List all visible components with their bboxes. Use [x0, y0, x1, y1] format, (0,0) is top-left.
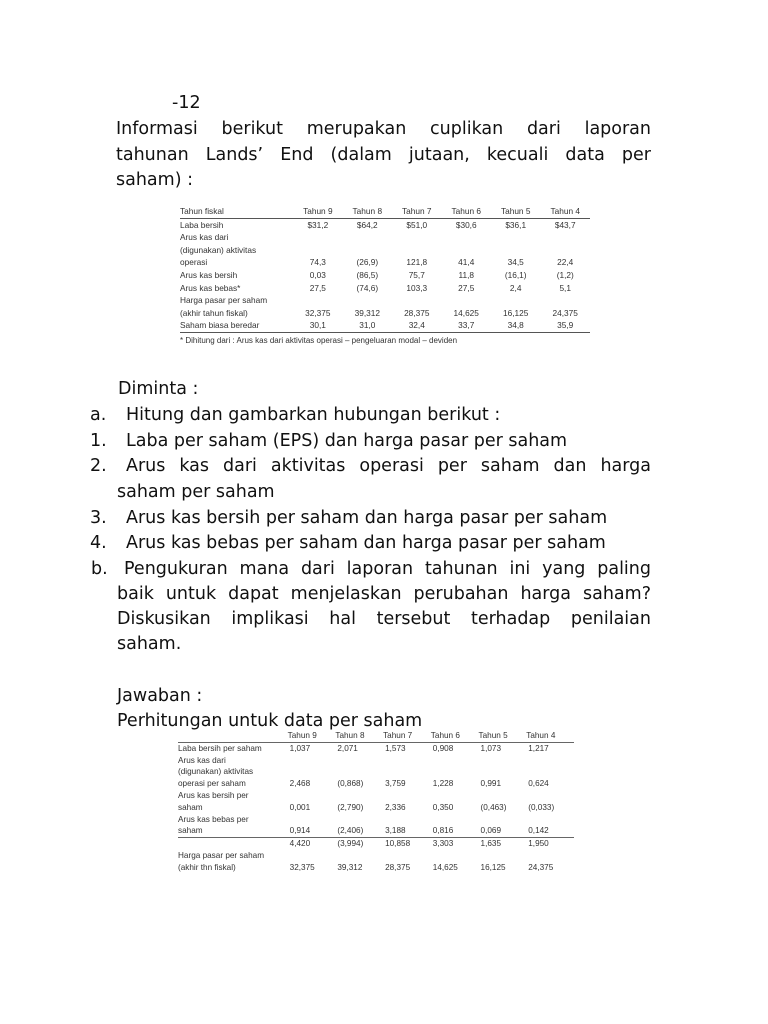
table2-cell [431, 850, 479, 862]
table1-cell: $64,2 [356, 219, 378, 230]
table1-cell: $31,2 [307, 219, 329, 230]
table2-cell: 0,908 [432, 743, 454, 753]
table1-row-label: (akhir tahun fiskal) [180, 307, 248, 318]
table1-header-tahun-7: Tahun 7 [392, 205, 441, 218]
table2-cell: 1,228 [432, 779, 454, 789]
table1-cell: 35,9 [540, 319, 590, 332]
table1-header-label: Tahun fiskal [180, 205, 293, 218]
table2-row [178, 814, 574, 826]
table1-cell: 32,375 [305, 307, 331, 318]
table1-cell: 41,4 [458, 257, 475, 268]
per-share-table [178, 730, 574, 874]
table2-cell: 1,037 [289, 743, 311, 753]
table1-cell [540, 231, 590, 244]
table2-cell [383, 814, 431, 826]
table2-cell [383, 755, 431, 767]
table2-cell [479, 766, 527, 778]
table2-cell [479, 790, 527, 802]
table2-cell [288, 850, 336, 862]
table1-header-tahun-8: Tahun 8 [343, 205, 392, 218]
table2-cell [383, 790, 431, 802]
table1-row [180, 231, 590, 244]
table1-cell [392, 231, 441, 244]
table1-cell: (86,5) [356, 269, 379, 280]
table2-cell: 28,375 [385, 862, 411, 872]
table2-cell [288, 814, 336, 826]
table2-cell [431, 814, 479, 826]
table2-row [178, 755, 574, 767]
table2-cell: (0,868) [337, 779, 364, 789]
table2-cell: (0,463) [480, 802, 507, 812]
table2-cell: 10,858 [385, 839, 411, 849]
item-2-line-1: Arus kas dari aktivitas operasi per saham dan harga [126, 456, 651, 476]
table1-row-label: Arus kas dari [180, 232, 229, 243]
table2-cell [526, 766, 574, 778]
table2-cell: 16,125 [480, 862, 506, 872]
table2-cell [335, 766, 383, 778]
item-2-marker: 2. [90, 456, 107, 476]
table1-cell [293, 244, 342, 257]
table2-cell [335, 755, 383, 767]
table2-header-blank [178, 730, 288, 742]
table2-cell: 0,991 [480, 779, 502, 789]
table2-row [178, 850, 574, 862]
table2-cell: 1,573 [385, 743, 406, 753]
table2-cell [335, 790, 383, 802]
table1-header-tahun-5: Tahun 5 [491, 205, 540, 218]
table2-header-tahun-8: Tahun 8 [335, 730, 383, 742]
table2-cell: 32,375 [289, 862, 315, 872]
table2-cell: (0,033) [528, 802, 555, 812]
table1-cell: (74,6) [356, 282, 379, 293]
table2-cell: 3,188 [383, 825, 431, 837]
table1-cell: 0,03 [309, 269, 326, 280]
table2-row [178, 766, 574, 778]
diminta-label: Diminta : [118, 379, 199, 399]
table2-cell: (2,406) [335, 825, 383, 837]
table1-cell: 31,0 [343, 319, 392, 332]
table2-cell [383, 766, 431, 778]
table1-cell: 24,375 [552, 307, 578, 318]
table2-cell: 14,625 [432, 862, 458, 872]
item-a-text: Hitung dan gambarkan hubungan berikut : [126, 405, 501, 425]
table1-header-tahun-4: Tahun 4 [540, 205, 590, 218]
table1-cell: 11,8 [458, 269, 474, 280]
table2-cell: 0,069 [479, 825, 527, 837]
table1-cell: 103,3 [406, 282, 428, 293]
table1-cell: 75,7 [408, 269, 425, 280]
table2-cell [526, 790, 574, 802]
financial-data-table-image [180, 205, 590, 345]
table2-cell [526, 814, 574, 826]
table-footnote: * Dihitung dari : Arus kas dari aktivitas operasi – pengeluaran modal – deviden [180, 335, 458, 345]
table1-cell [491, 294, 540, 307]
table2-row-label: Arus kas bebas per [178, 814, 249, 824]
perhitungan-label: Perhitungan untuk data per saham [117, 711, 423, 731]
item-1-text: Laba per saham (EPS) dan harga pasar per saham [126, 431, 568, 451]
table1-cell [293, 294, 342, 307]
table2-cell [479, 850, 527, 862]
table2-cell [288, 766, 336, 778]
table2-cell [479, 755, 527, 767]
jawaban-label: Jawaban : [117, 686, 203, 706]
table1-row-label: Arus kas bebas* [180, 282, 241, 293]
table1-cell: 16,125 [503, 307, 529, 318]
table1-row [180, 319, 590, 332]
table1-cell: $43,7 [554, 219, 576, 230]
table1-cell: 121,8 [406, 257, 428, 268]
table2-row-label: Arus kas bersih per [178, 790, 249, 800]
table1-cell: 28,375 [404, 307, 430, 318]
item-3-text: Arus kas bersih per saham dan harga pasar per saham [126, 508, 608, 528]
table2-row [178, 778, 574, 790]
table1-cell [491, 244, 540, 257]
table2-cell: 2,071 [337, 743, 358, 753]
table1-cell: 74,3 [309, 257, 326, 268]
problem-number: -12 [172, 93, 201, 113]
table2-header-tahun-4: Tahun 4 [526, 730, 574, 742]
table1-cell: 30,1 [293, 319, 342, 332]
table2-header-tahun-5: Tahun 5 [479, 730, 527, 742]
table1-cell [442, 244, 491, 257]
table2-cell: 1,635 [480, 839, 502, 849]
item-3-marker: 3. [90, 508, 107, 528]
table1-cell [392, 294, 441, 307]
table2-row-label: (digunakan) aktivitas [178, 767, 254, 777]
table1-cell [343, 231, 392, 244]
table1-cell: 27,5 [309, 282, 326, 293]
table1-cell: (26,9) [356, 257, 379, 268]
table2-cell: 2,336 [385, 802, 406, 812]
table2-cell: 39,312 [337, 862, 363, 872]
table1-row [180, 269, 590, 282]
table2-header-tahun-9: Tahun 9 [288, 730, 336, 742]
table1-cell: 33,7 [442, 319, 491, 332]
table2-cell: 0,624 [528, 779, 549, 789]
table1-cell: (1,2) [556, 269, 574, 280]
table1-cell: 22,4 [557, 257, 574, 268]
table2-row [178, 825, 574, 837]
table2-header-tahun-7: Tahun 7 [383, 730, 431, 742]
table2-cell [383, 850, 431, 862]
table1-cell: (16,1) [504, 269, 527, 280]
table1-header-tahun-9: Tahun 9 [293, 205, 342, 218]
item-b-line-3: Diskusikan implikasi hal tersebut terhadap penilaian [117, 609, 651, 629]
table1-cell [442, 294, 491, 307]
item-b-marker: b. [91, 559, 108, 579]
table2-cell: (2,790) [337, 802, 364, 812]
table1-row [180, 294, 590, 307]
table1-cell: 34,8 [491, 319, 540, 332]
table2-cell: 0,914 [288, 825, 336, 837]
table2-cell [288, 790, 336, 802]
table2-row-label: saham [178, 802, 203, 812]
table1-cell: 39,312 [354, 307, 380, 318]
per-share-table-image [178, 730, 574, 874]
item-a-marker: a. [90, 405, 107, 425]
table2-row-label: operasi per saham [178, 779, 246, 789]
table2-cell [479, 814, 527, 826]
table2-row [178, 838, 574, 850]
table1-row-label: operasi [180, 257, 208, 268]
table2-cell: 24,375 [528, 862, 554, 872]
table2-row [178, 742, 574, 754]
table2-cell: 3,303 [432, 839, 454, 849]
item-1-marker: 1. [90, 431, 107, 451]
table2-cell: 1,217 [528, 743, 549, 753]
table2-cell: 0,001 [289, 802, 311, 812]
table2-row [178, 862, 574, 874]
table2-row-label [178, 838, 288, 850]
table1-cell [540, 294, 590, 307]
table2-cell: 0,816 [431, 825, 479, 837]
table2-cell: 4,420 [289, 839, 311, 849]
table1-cell: 34,5 [507, 257, 524, 268]
table2-cell: (3,994) [337, 839, 364, 849]
table2-row-label: Arus kas dari [178, 755, 226, 765]
table1-cell: $51,0 [406, 219, 428, 230]
table1-cell [442, 231, 491, 244]
table2-cell: 0,142 [526, 825, 574, 837]
table1-header-tahun-6: Tahun 6 [442, 205, 491, 218]
table1-row-label: Laba bersih [180, 219, 224, 230]
table1-cell: 5,1 [559, 282, 571, 293]
item-2-line-2: saham per saham [117, 482, 275, 502]
table2-row [178, 802, 574, 814]
table1-cell [293, 231, 342, 244]
table1-cell: 27,5 [458, 282, 475, 293]
table2-cell: 0,350 [432, 802, 454, 812]
table1-row [180, 256, 590, 269]
table2-row-label: Harga pasar per saham [178, 850, 265, 860]
table1-row-label: Saham biasa beredar [180, 319, 293, 332]
table2-header-tahun-6: Tahun 6 [431, 730, 479, 742]
table1-cell: $30,6 [455, 219, 477, 230]
item-b-line-4: saham. [117, 634, 182, 654]
table2-cell [431, 755, 479, 767]
item-b-line-1: Pengukuran mana dari laporan tahunan ini yang paling [124, 559, 651, 579]
table2-cell [526, 755, 574, 767]
table1-cell: $36,1 [505, 219, 527, 230]
table1-row [180, 307, 590, 320]
table1-cell [392, 244, 441, 257]
table1-cell: 2,4 [509, 282, 522, 293]
table1-row-label: Harga pasar per saham [180, 295, 268, 306]
table1-cell: 14,625 [453, 307, 479, 318]
table2-row-label: (akhir thn fiskal) [178, 862, 236, 872]
intro-line-2: tahunan Lands’ End (dalam jutaan, kecuali data per [116, 144, 651, 165]
table1-cell [540, 244, 590, 257]
table1-row-label: (digunakan) aktivitas [180, 244, 257, 255]
table2-cell: 3,759 [385, 779, 406, 789]
intro-paragraph [116, 117, 651, 194]
financial-data-table [180, 205, 590, 333]
table1-cell [343, 244, 392, 257]
intro-line-1: Informasi berikut merupakan cuplikan dari laporan [116, 119, 651, 139]
table1-row [180, 218, 590, 231]
table2-cell [431, 790, 479, 802]
table2-row-label: saham [178, 825, 288, 837]
table1-cell: 32,4 [392, 319, 441, 332]
table2-row [178, 790, 574, 802]
table1-row [180, 282, 590, 295]
table1-row-label: Arus kas bersih [180, 269, 238, 280]
table2-row-label: Laba bersih per saham [178, 743, 262, 753]
table2-cell: 2,468 [289, 779, 311, 789]
table2-cell: 1,073 [480, 743, 502, 753]
item-4-text: Arus kas bebas per saham dan harga pasar per saham [126, 533, 606, 553]
table2-cell [526, 850, 574, 862]
table1-cell [491, 231, 540, 244]
table1-cell [343, 294, 392, 307]
item-4-marker: 4. [90, 533, 107, 553]
table1-row [180, 244, 590, 257]
intro-line-3: saham) : [116, 170, 193, 190]
table2-cell [431, 766, 479, 778]
item-b-line-2: baik untuk dapat menjelaskan perubahan harga saham? [117, 584, 651, 604]
table2-cell: 1,950 [528, 839, 549, 849]
table2-cell [335, 850, 383, 862]
table2-cell [288, 755, 336, 767]
table2-cell [335, 814, 383, 826]
